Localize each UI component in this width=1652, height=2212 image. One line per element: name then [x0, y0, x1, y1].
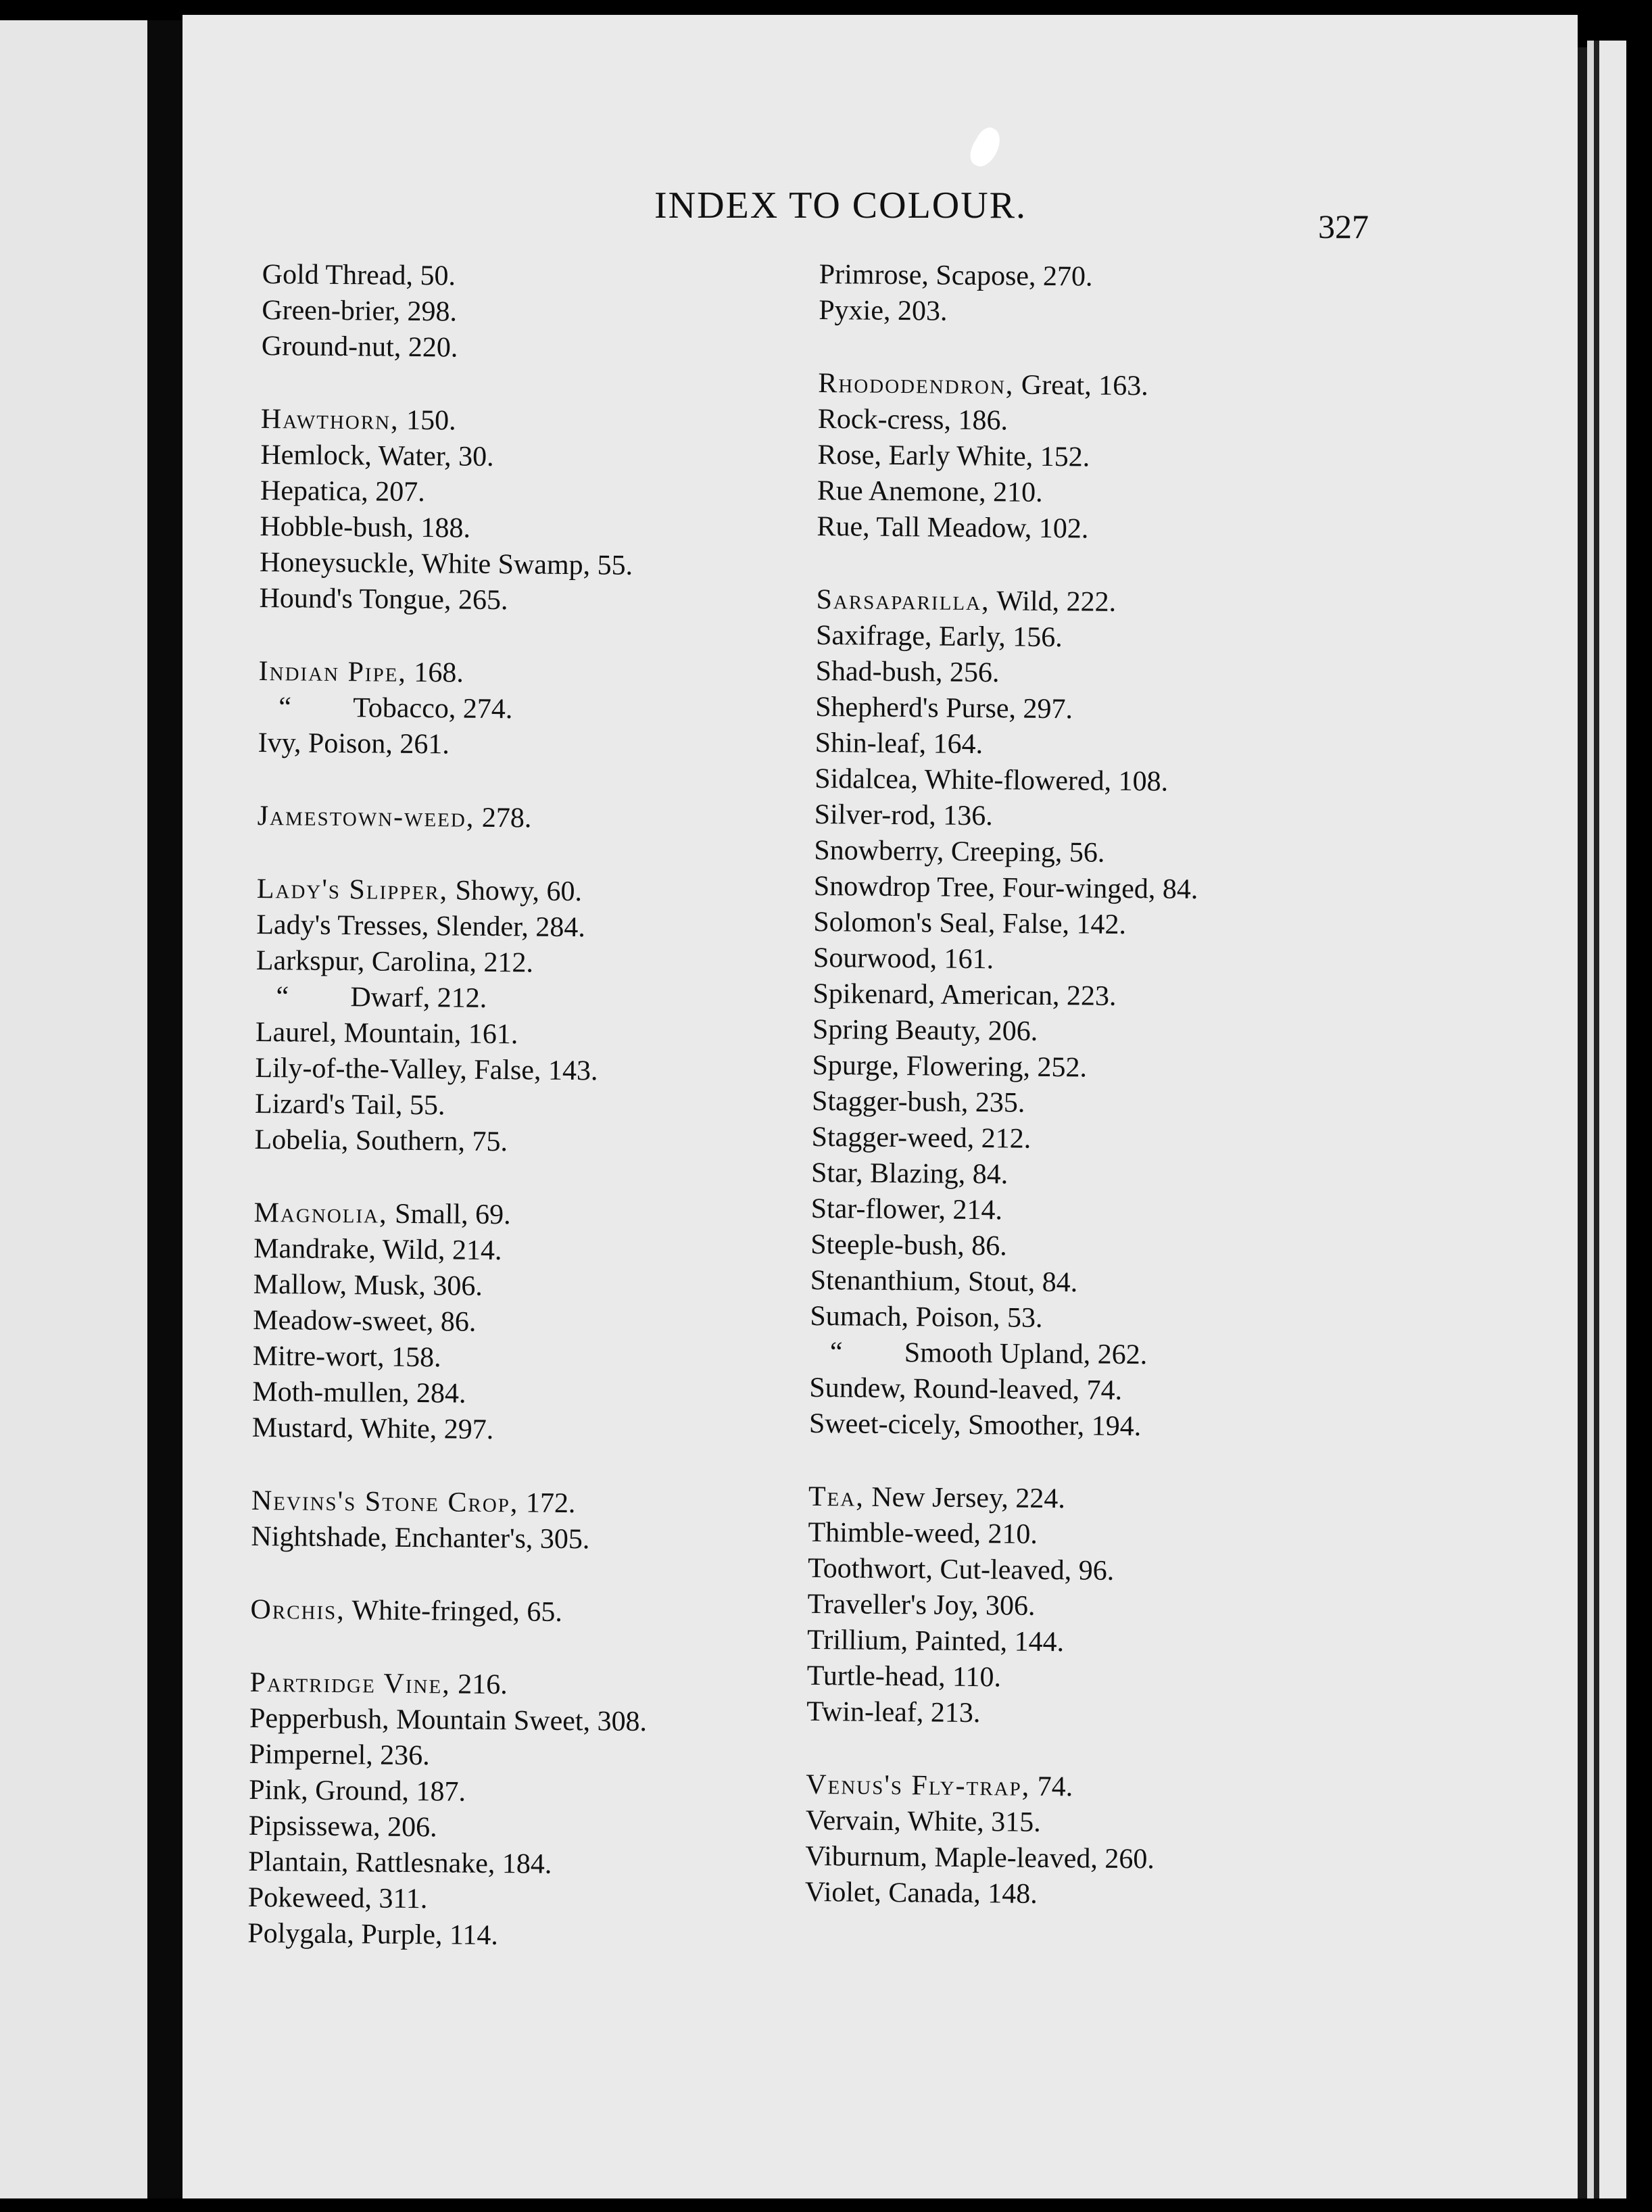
index-entry-text: Shepherd's Purse, 297.: [815, 691, 1073, 725]
index-entry-text: Stagger-weed, 212.: [811, 1121, 1031, 1155]
index-group-gap: [817, 545, 1425, 587]
index-entry: [805, 1875, 1413, 1916]
index-entry: [810, 1263, 1419, 1304]
index-entry-text: Snowdrop Tree, Four-winged, 84.: [813, 870, 1198, 905]
index-entry-text: 74.: [1030, 1771, 1073, 1803]
index-entry: [253, 1303, 861, 1344]
index-entry: [810, 1299, 1418, 1340]
index-entry-text: Lady's Tresses, Slender, 284.: [256, 909, 586, 944]
index-entry-text: Pink, Ground, 187.: [249, 1774, 466, 1808]
index-entry-text: Wild, 222.: [990, 585, 1117, 618]
index-entry-text: Sweet-cicely, Smoother, 194.: [808, 1408, 1142, 1443]
index-entry: [256, 979, 864, 1020]
index-headword: Venus's Fly-trap,: [806, 1769, 1031, 1802]
index-entry-text: Great, 163.: [1014, 369, 1148, 402]
index-entry-text: Spring Beauty, 206.: [812, 1013, 1038, 1047]
index-entry-text: Steeple-bush, 86.: [810, 1228, 1007, 1262]
index-entry-text: Smooth Upland, 262.: [904, 1337, 1148, 1371]
index-entry: [817, 473, 1426, 514]
index-entry-text: Turtle-head, 110.: [806, 1660, 1002, 1693]
page-number: 327: [1318, 208, 1369, 245]
index-entry: [811, 1120, 1419, 1161]
index-entry-text: Plantain, Rattlesnake, 184.: [248, 1846, 552, 1880]
index-entry: [255, 1086, 863, 1128]
index-group-gap: [258, 761, 866, 804]
index-entry-text: Traveller's Joy, 306.: [807, 1588, 1036, 1622]
page-edge-shadow: [1578, 47, 1587, 2198]
index-entry: [808, 1551, 1416, 1592]
index-entry: [253, 1267, 862, 1308]
index-group-gap: [819, 329, 1427, 371]
index-entry-text: Stenanthium, Stout, 84.: [810, 1264, 1078, 1299]
index-entry-text: Thimble-weed, 210.: [808, 1516, 1038, 1550]
index-entry: [251, 1483, 860, 1524]
index-entry-text: Shin-leaf, 164.: [815, 727, 983, 761]
index-entry-text: Honeysuckle, White Swamp, 55.: [259, 546, 633, 581]
index-entry-text: Hound's Tongue, 265.: [259, 582, 508, 617]
index-headword: Rhododendron,: [818, 367, 1015, 401]
index-entry-text: Gold Thread, 50.: [262, 258, 456, 292]
index-entry: [815, 690, 1424, 731]
index-entry: [252, 1374, 860, 1416]
index-entry: [262, 257, 871, 298]
index-entry: [810, 1227, 1419, 1268]
page-edge-stack: [1599, 41, 1626, 2198]
index-entry-text: Mandrake, Wild, 214.: [253, 1232, 502, 1267]
index-headword: Hawthorn,: [260, 403, 399, 436]
index-headword: Magnolia,: [253, 1197, 388, 1230]
index-entry-text: Pokeweed, 311.: [247, 1881, 428, 1915]
index-entry: [249, 1701, 858, 1742]
index-entry: [819, 293, 1427, 334]
index-entry-text: Dwarf, 212.: [350, 982, 487, 1014]
index-entry: [260, 437, 869, 479]
index-entry: [815, 725, 1423, 767]
index-entry: [811, 1155, 1419, 1197]
index-entry: [256, 907, 865, 948]
index-entry: [816, 618, 1424, 659]
index-entry: [249, 1773, 857, 1814]
index-entry: [258, 725, 866, 767]
index-entry-text: Ground-nut, 220.: [261, 330, 458, 364]
index-entry: [249, 1737, 857, 1778]
index-entry-text: Saxifrage, Early, 156.: [815, 619, 1063, 654]
index-entry: [815, 761, 1423, 802]
index-entry: [806, 1658, 1415, 1700]
index-entry-text: 172.: [518, 1487, 576, 1520]
index-entry-text: Lily-of-the-Valley, False, 143.: [255, 1052, 598, 1087]
index-entry-text: White-fringed, 65.: [345, 1595, 563, 1628]
index-group-gap: [251, 1446, 860, 1489]
index-entry-text: Mallow, Musk, 306.: [253, 1268, 483, 1302]
index-group-gap: [250, 1628, 858, 1670]
index-entry-text: Pipsissewa, 206.: [248, 1810, 437, 1844]
index-entry-text: Shad-bush, 256.: [815, 655, 1000, 689]
index-entry: [810, 1191, 1419, 1232]
running-title: INDEX TO COLOUR.: [654, 185, 1027, 226]
index-group-gap: [259, 617, 867, 659]
index-entry: [808, 1479, 1417, 1520]
index-entry: [806, 1803, 1414, 1844]
index-group-gap: [257, 834, 865, 877]
index-entry-text: Mitre-wort, 158.: [252, 1340, 441, 1374]
index-entry-text: Star, Blazing, 84.: [810, 1157, 1009, 1191]
index-entry: [249, 1808, 857, 1850]
index-entry: [248, 1880, 856, 1921]
index-entry-text: Tobacco, 274.: [352, 692, 513, 725]
index-entry-text: Small, 69.: [387, 1198, 511, 1231]
index-entry-text: Solomon's Seal, False, 142.: [813, 906, 1127, 940]
index-group-gap: [261, 364, 869, 407]
index-entry: [257, 871, 865, 913]
index-entry: [258, 690, 867, 731]
index-entry-text: Pepperbush, Mountain Sweet, 308.: [249, 1702, 648, 1738]
index-entry: [261, 402, 869, 443]
index-entry: [816, 582, 1424, 623]
index-entry: [249, 1665, 858, 1706]
index-entry-text: Pimpernel, 236.: [249, 1738, 431, 1772]
index-entry-text: Sidalcea, White-flowered, 108.: [815, 763, 1169, 798]
index-entry-text: Hepatica, 207.: [260, 475, 425, 508]
index-entry: [817, 437, 1426, 479]
index-group-gap: [254, 1158, 863, 1201]
ditto-mark: “: [829, 1337, 843, 1368]
index-headword: Indian Pipe,: [258, 655, 408, 688]
index-entry-text: Ivy, Poison, 261.: [258, 727, 450, 761]
index-entry-text: Primrose, Scapose, 270.: [819, 258, 1093, 293]
index-entry-text: Lobelia, Southern, 75.: [254, 1124, 508, 1158]
index-headword: Sarsaparilla,: [816, 583, 990, 617]
index-entry-text: Sumach, Poison, 53.: [810, 1300, 1043, 1334]
book-gutter: [147, 20, 183, 2198]
index-column-left: [247, 257, 871, 1957]
index-entry-text: 278.: [475, 802, 532, 834]
index-entry: [819, 257, 1428, 298]
index-entry-text: Lizard's Tail, 55.: [254, 1088, 445, 1122]
index-entry-text: Spikenard, American, 223.: [812, 978, 1117, 1012]
index-entry: [812, 1048, 1420, 1089]
index-entry: [262, 293, 870, 334]
index-entry: [810, 1335, 1418, 1376]
ditto-mark: “: [278, 692, 292, 723]
index-entry: [260, 473, 869, 514]
index-entry-text: Vervain, White, 315.: [805, 1804, 1041, 1838]
index-entry: [247, 1916, 856, 1957]
index-entry-text: Rose, Early White, 152.: [817, 439, 1090, 473]
index-entry: [814, 833, 1422, 874]
index-entry: [260, 509, 868, 550]
index-entry: [248, 1844, 856, 1885]
index-group-gap: [251, 1555, 859, 1597]
index-entry-text: New Jersey, 224.: [864, 1481, 1066, 1515]
index-entry-text: Sundew, Round-leaved, 74.: [809, 1372, 1123, 1406]
index-headword: Tea,: [808, 1481, 865, 1513]
index-entry-text: Rock-cress, 186.: [817, 403, 1009, 437]
index-entry-text: Hemlock, Water, 30.: [260, 439, 494, 473]
index-entry: [815, 654, 1424, 695]
ditto-mark: “: [276, 981, 289, 1013]
index-entry: [818, 402, 1426, 443]
index-entry-text: Polygala, Purple, 114.: [247, 1917, 499, 1952]
index-entry-text: 216.: [450, 1668, 508, 1701]
index-entry: [252, 1410, 860, 1451]
previous-page-edge: [0, 20, 147, 2198]
index-entry: [805, 1839, 1413, 1880]
index-entry: [256, 943, 865, 984]
index-entry-text: Toothwort, Cut-leaved, 96.: [807, 1552, 1115, 1587]
index-entry-text: 168.: [406, 656, 464, 689]
index-entry: [253, 1195, 862, 1236]
index-entry: [812, 976, 1421, 1017]
index-entry: [253, 1231, 862, 1272]
index-headword: Jamestown-weed,: [257, 800, 475, 834]
index-entry: [815, 797, 1423, 838]
index-entry: [807, 1622, 1415, 1664]
index-headword: Lady's Slipper,: [256, 873, 449, 907]
index-entry-text: Spurge, Flowering, 252.: [812, 1049, 1088, 1084]
index-entry-text: Violet, Canada, 148.: [804, 1876, 1038, 1910]
index-entry-text: Stagger-bush, 235.: [811, 1085, 1025, 1119]
index-entry-text: Larkspur, Carolina, 212.: [256, 944, 534, 979]
index-entry: [818, 366, 1426, 407]
index-entry-text: Moth-mullen, 284.: [252, 1376, 466, 1410]
index-headword: Orchis,: [250, 1593, 345, 1627]
index-entry: [250, 1592, 858, 1633]
index-entry: [258, 798, 866, 840]
index-entry-text: Pyxie, 203.: [819, 294, 948, 327]
index-entry-text: Mustard, White, 297.: [251, 1412, 494, 1446]
index-entry-text: Rue Anemone, 210.: [817, 475, 1043, 508]
index-entry: [806, 1694, 1415, 1735]
index-entry: [812, 1084, 1420, 1125]
index-entry: [253, 1339, 861, 1380]
index-entry: [814, 869, 1422, 910]
index-entry: [807, 1587, 1415, 1628]
index-entry: [254, 1122, 863, 1163]
index-entry: [813, 905, 1422, 946]
index-entry: [251, 1519, 859, 1560]
index-group-gap: [808, 1442, 1417, 1485]
index-entry-text: Showy, 60.: [447, 875, 583, 908]
index-entry: [809, 1406, 1417, 1447]
index-entry-text: Nightshade, Enchanter's, 305.: [251, 1520, 590, 1556]
index-entry: [255, 1051, 863, 1092]
page-edge-stack: [1587, 41, 1594, 2198]
index-group-gap: [806, 1730, 1415, 1773]
index-entry-text: Green-brier, 298.: [262, 294, 458, 328]
index-entry: [806, 1767, 1414, 1808]
index-headword: Nevins's Stone Crop,: [251, 1485, 519, 1519]
index-entry: [256, 1015, 864, 1056]
page-edge-line: [1594, 41, 1599, 2198]
index-entry-text: Twin-leaf, 213.: [806, 1696, 981, 1729]
index-entry-text: Hobble-bush, 188.: [260, 510, 471, 544]
index-entry-text: Silver-rod, 136.: [814, 798, 993, 832]
index-entry: [808, 1515, 1416, 1556]
index-entry-text: Rue, Tall Meadow, 102.: [817, 510, 1089, 545]
index-entry-text: 150.: [399, 404, 456, 437]
index-entry: [259, 581, 867, 622]
index-entry-text: Laurel, Mountain, 161.: [255, 1016, 518, 1051]
index-entry: [817, 509, 1425, 550]
index-entry: [809, 1370, 1417, 1412]
index-entry: [813, 940, 1422, 982]
index-entry-text: Meadow-sweet, 86.: [253, 1304, 477, 1338]
index-entry: [812, 1012, 1421, 1053]
index-headword: Partridge Vine,: [249, 1666, 451, 1700]
index-entry-text: Sourwood, 161.: [812, 942, 994, 976]
index-entry-text: Trillium, Painted, 144.: [806, 1624, 1065, 1658]
index-entry: [258, 654, 867, 695]
index-entry-text: Snowberry, Creeping, 56.: [814, 834, 1105, 869]
index-column-right: [805, 257, 1428, 1916]
index-entry: [260, 545, 868, 586]
index-entry-text: Viburnum, Maple-leaved, 260.: [805, 1840, 1155, 1875]
index-entry-text: Star-flower, 214.: [810, 1193, 1003, 1226]
index-entry: [262, 329, 870, 370]
